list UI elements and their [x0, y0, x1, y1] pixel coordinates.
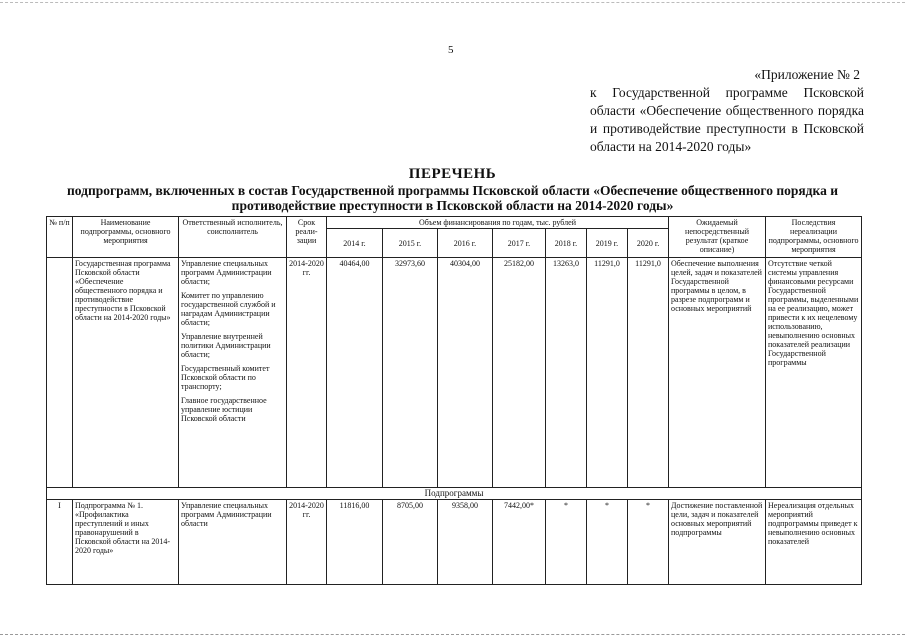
header-year: 2017 г.: [493, 229, 546, 258]
appendix-note: [590, 66, 864, 156]
header-consequences: Последствия нереализации подпрограммы, основного мероприятия: [766, 217, 862, 258]
cell-result: Обеспечение выполнения целей, задач и показателей Государственной программы в целом, в разрезе подпрограмм и основных мероприятий: [669, 258, 766, 488]
header-funding: Объем финансирования по годам, тыс. рублей: [327, 217, 669, 229]
cell-value: 11291,0: [628, 258, 669, 488]
cell-value: 7442,00*: [493, 500, 546, 585]
header-year: 2015 г.: [383, 229, 438, 258]
header-name: Наименование подпрограммы, основного мероприятия: [73, 217, 179, 258]
document-subtitle: подпрограмм, включенных в состав Государственной программы Псковской области «Обеспечение общественного порядка и противодействие преступности в Псковской области на 2014-2020 годы»: [67, 183, 838, 213]
table-row: [47, 258, 862, 488]
document-title: ПЕРЕЧЕНЬ: [408, 166, 497, 182]
header-term: Срок реали- зации: [287, 217, 327, 258]
cell-value: *: [546, 500, 587, 585]
cell-value: 11291,0: [587, 258, 628, 488]
header-num: № п/п: [47, 217, 73, 258]
cell-consequences: Отсутствие четкой системы управления финансовыми ресурсами Государственной программы, выделенными на ее реализацию, может привести к их нецелевому использованию, невыполнению основных показателей реализации Государственной программы: [766, 258, 862, 488]
cell-num: I: [47, 500, 73, 585]
executor-item: Управление внутренней политики Администрации области;: [181, 332, 271, 359]
cell-result: Достижение поставленной цели, задач и показателей основных мероприятий подпрограммы: [669, 500, 766, 585]
scan-edge-top: [0, 2, 905, 3]
table-row: [47, 500, 862, 585]
header-year: 2014 г.: [327, 229, 383, 258]
cell-value: 40304,00: [438, 258, 493, 488]
cell-value: 13263,0: [546, 258, 587, 488]
cell-value: *: [628, 500, 669, 585]
cell-term: 2014-2020 гг.: [287, 258, 327, 488]
cell-name: Государственная программа Псковской области «Обеспечение общественного порядка и противодействие преступности в Псковской области на 2014-2020 годы»: [73, 258, 179, 488]
header-year: 2018 г.: [546, 229, 587, 258]
appendix-rest: к Государственной программе Псковской области «Обеспечение общественного порядка и противодействие преступности в Псковской области на 2014-2020 годы»: [590, 85, 864, 154]
page-number: 5: [448, 44, 454, 56]
header-year: 2020 г.: [628, 229, 669, 258]
header-result: Ожидаемый непосредственный результат (краткое описание): [669, 217, 766, 258]
cell-consequences: Нереализация отдельных мероприятий подпрограммы приведет к невыполнению основных показателей: [766, 500, 862, 585]
cell-value: 32973,60: [383, 258, 438, 488]
cell-value: 9358,00: [438, 500, 493, 585]
subprogram-table: [46, 216, 862, 585]
section-label: Подпрограммы: [47, 488, 862, 500]
executor-item: Государственный комитет Псковской области по транспорту;: [181, 364, 270, 391]
section-row: [47, 488, 862, 500]
header-year: 2019 г.: [587, 229, 628, 258]
executor-item: Комитет по управлению государственной службой и наградам Администрации области;: [181, 291, 276, 327]
cell-value: 8705,00: [383, 500, 438, 585]
cell-value: 25182,00: [493, 258, 546, 488]
cell-value: *: [587, 500, 628, 585]
cell-term: 2014-2020 гг.: [287, 500, 327, 585]
header-row: [47, 217, 862, 229]
header-year: 2016 г.: [438, 229, 493, 258]
cell-num: [47, 258, 73, 488]
cell-name: Подпрограмма № 1. «Профилактика преступлений и иных правонарушений в Псковской области на 2014-2020 годы»: [73, 500, 179, 585]
header-executor: Ответственный исполнитель, соисполнитель: [179, 217, 287, 258]
cell-value: 11816,00: [327, 500, 383, 585]
cell-executors: Управление специальных программ Администрации области: [179, 500, 287, 585]
cell-executors: [179, 258, 287, 488]
executor-item: Управление специальных программ Администрации области;: [181, 259, 272, 286]
appendix-line1: «Приложение № 2: [754, 67, 860, 82]
executor-item: Главное государственное управление юстиции Псковской области: [181, 396, 267, 423]
scan-edge-bottom: [0, 634, 905, 635]
cell-value: 40464,00: [327, 258, 383, 488]
